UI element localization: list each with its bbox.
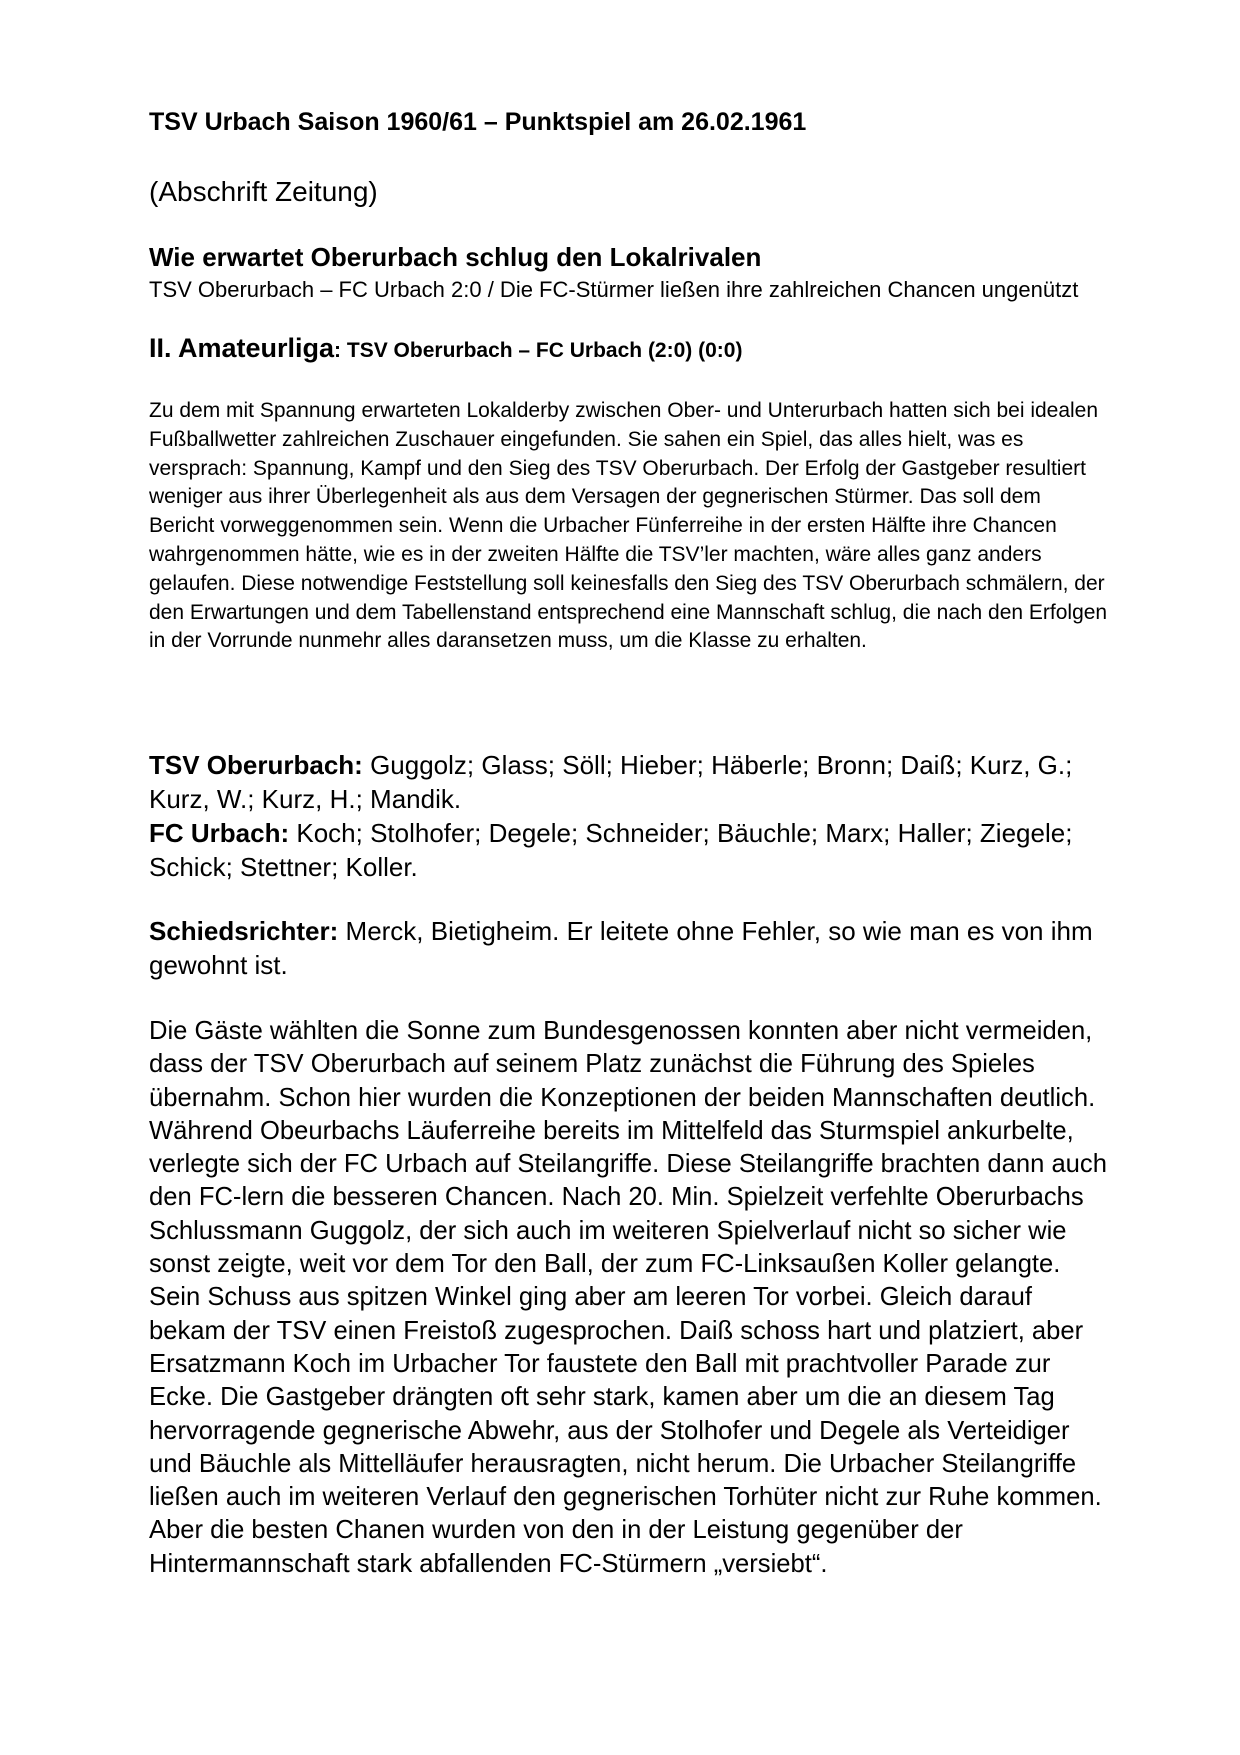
lineup-away-team: FC Urbach: xyxy=(149,818,290,848)
match-result: : TSV Oberurbach – FC Urbach (2:0) (0:0) xyxy=(334,339,743,362)
match-report: Die Gäste wählten die Sonne zum Bundesgenossen konnten aber nicht vermeiden, dass der TSV Oberurbach auf seinem Platz zunächst die Führung des Spieles übernahm. Schon hier wurden die Konzeptionen der beiden Mannschaften deutlich. Während Obeurbachs Läuferreihe bereits im Mittelfeld das Sturmspiel ankurbelte, verlegte sich der FC Urbach auf Steilangriffe. Diese Steilangriffe brachten dann auch den FC-lern die besseren Chancen. Nach 20. Min. Spielzeit verfehlte Oberurbachs Schlussmann Guggolz, der sich auch im weiteren Spielverlauf nicht so sicher wie sonst zeigte, weit vor dem Tor den Ball, der zum FC-Linksaußen Koller gelangte. Sein Schuss aus spitzen Winkel ging aber am leeren Tor vorbei. Gleich darauf bekam der TSV einen Freistoß zugesprochen. Daiß schoss hart und platziert, aber Ersatzmann Koch im Urbacher Tor faustete den Ball mit prachtvoller Parade zur Ecke. Die Gastgeber drängten oft sehr stark, kamen aber um die an diesem Tag hervorragende gegnerische Abwehr, aus der Stolhofer und Degele als Verteidiger und Bäuchle als Mittelläufer herausragten, nicht herum. Die Urbacher Steilangriffe ließen auch im weiteren Verlauf den gegnerischen Torhüter nicht zur Ruhe kommen. Aber die besten Chanen wurden von den in der Leistung gegenüber der Hintermannschaft stark abfallenden FC-Stürmern „versiebt“. xyxy=(149,1017,1107,1578)
lineup-home-team: TSV Oberurbach: xyxy=(149,750,363,780)
lineup-away-players: Koch; Stolhofer; Degele; Schneider; Bäuchle; Marx; Haller; Ziegele; Schick; Stettner; Koller. xyxy=(149,818,1073,882)
referee-paragraph xyxy=(149,914,1109,982)
document-title: TSV Urbach Saison 1960/61 – Punktspiel am 26.02.1961 xyxy=(149,108,807,136)
league-line xyxy=(149,333,742,364)
lineup-home xyxy=(149,748,1109,816)
article-headline: Wie erwartet Oberurbach schlug den Lokalrivalen xyxy=(149,242,762,272)
article-subheadline: TSV Oberurbach – FC Urbach 2:0 / Die FC-Stürmer ließen ihre zahlreichen Chancen ungenützt xyxy=(149,277,1079,302)
lineups xyxy=(149,748,1109,884)
referee-label: Schiedsrichter: xyxy=(149,916,339,946)
lineup-home-players: Guggolz; Glass; Söll; Hieber; Häberle; Bronn; Daiß; Kurz, G.; Kurz, W.; Kurz, H.; Mandik. xyxy=(149,750,1073,814)
lineup-away xyxy=(149,816,1109,884)
intro-paragraph: Zu dem mit Spannung erwarteten Lokalderby zwischen Ober- und Unterurbach hatten sich bei idealen Fußballwetter zahlreichen Zuschauer eingefunden. Sie sahen ein Spiel, das alles hielt, was es versprach: Spannung, Kampf und den Sieg des TSV Oberurbach. Der Erfolg der Gastgeber resultiert weniger aus ihrer Überlegenheit als aus dem Versagen der gegnerischen Stürmer. Das soll dem Bericht vorweggenommen sein. Wenn die Urbacher Fünferreihe in der ersten Hälfte ihre Chancen wahrgenommen hätte, wie es in der zweiten Hälfte die TSV’ler machten, wäre alles ganz anders gelaufen. Diese notwendige Feststellung soll keinesfalls den Sieg des TSV Oberurbach schmälern, der den Erwartungen und dem Tabellenstand entsprechend eine Mannschaft schlug, die nach den Erfolgen in der Vorrunde nunmehr alles daransetzen muss, um die Klasse zu erhalten. xyxy=(149,399,1108,653)
referee-text: Merck, Bietigheim. Er leitete ohne Fehler, so wie man es von ihm gewohnt ist. xyxy=(149,916,1093,980)
league-label: II. Amateurliga xyxy=(149,333,335,363)
source-note: (Abschrift Zeitung) xyxy=(149,176,378,207)
